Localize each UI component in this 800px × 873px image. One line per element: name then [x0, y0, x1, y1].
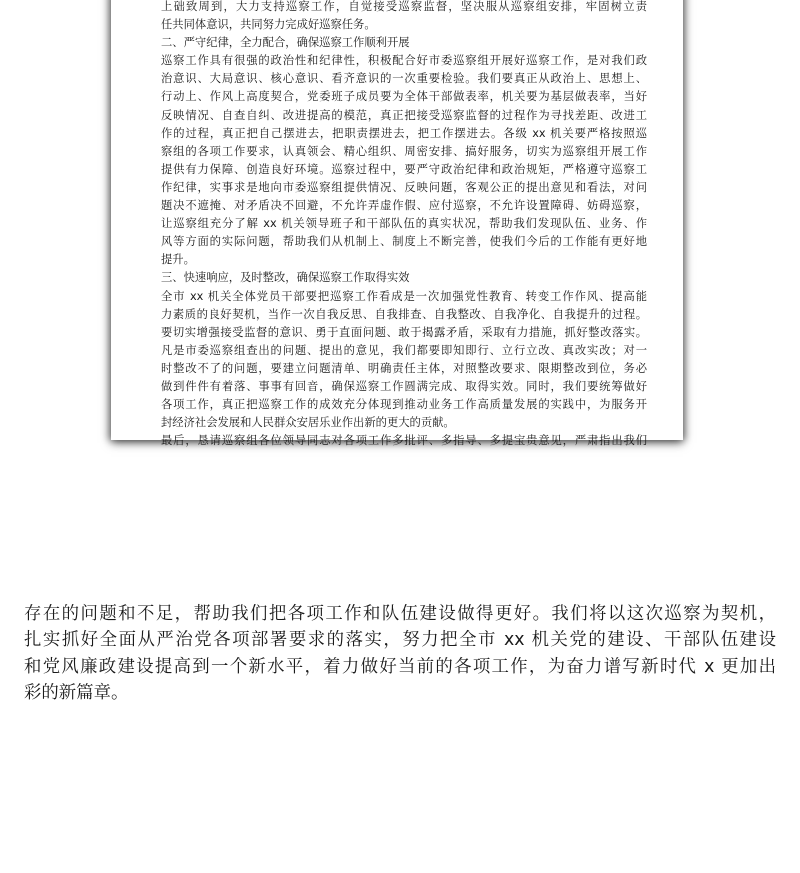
paragraph-line: 巡察工作具有很强的政治性和纪律性，积极配合好市委巡察组开展好巡察工作，是对我们政 [161, 54, 647, 68]
paragraph-line: 风等方面的实际问题，帮助我们从机制上、制度上不断完善，使我们今后的工作能有更好地 [161, 235, 647, 249]
section-heading: 二、严守纪律，全力配合，确保巡察工作顺利开展 [161, 36, 410, 50]
paragraph-line: 察组的各项工作要求，认真领会、精心组织、周密安排、搞好服务，切实为巡察组开展工作 [161, 144, 647, 158]
paragraph-line: 力素质的良好契机，当作一次自我反思、自我排查、自我整改、自我净化、自我提升的过程。 [161, 307, 647, 321]
paragraph-line: 时整改不了的问题，要建立问题清单、明确责任主体，对照整改要求、限期整改到位，务必 [161, 361, 647, 375]
paragraph-line: 上础致周到，大力支持巡察工作，自觉接受巡察监督，坚决服从巡察组安排，牢固树立责 [161, 0, 647, 13]
paragraph-line: 最后，恳请巡察组各位领导同志对各项工作多批评、多指导、多提宝贵意见，严肃指出我们 [161, 434, 647, 448]
paragraph-line: 作的过程，真正把自己摆进去，把职责摆进去，把工作摆进去。各级 xx 机关要严格按照巡 [161, 126, 647, 140]
paragraph-line: 题决不遮掩、对矛盾决不回避，不允许弄虚作假、应付巡察，不允许设置障碍、妨碍巡察， [161, 199, 647, 213]
page-text-body [161, 0, 647, 450]
paragraph-line: 提供有力保障、创造良好环境。巡察过程中，要严守政治纪律和政治规矩，严格遵守巡察工 [161, 162, 647, 176]
paragraph-line: 提升。 [161, 253, 195, 267]
paragraph-line: 反映情况、自查自纠、改进提高的模范，真正把接受巡察监督的过程作为寻找差距、改进工 [161, 108, 647, 122]
paragraph-line: 全市 xx 机关全体党员干部要把巡察工作看成是一次加强党性教育、转变工作作风、提高能 [161, 289, 647, 303]
paragraph-line: 任共同体意识，共同努力完成好巡察任务。 [161, 18, 376, 32]
continuation-line: 彩的新篇章。 [24, 682, 129, 703]
section-heading: 三、快速响应，及时整改，确保巡察工作取得实效 [161, 271, 410, 285]
paragraph-line: 做到件件有着落、事事有回音，确保巡察工作圆满完成、取得实效。同时，我们要统筹做好 [161, 379, 647, 393]
paragraph-line: 凡是市委巡察组查出的问题、提出的意见，我们都要即知即行、立行立改、真改实改；对一 [161, 343, 647, 357]
paragraph-line: 治意识、大局意识、核心意识、看齐意识的一次重要检验。我们要真正从政治上、思想上、 [161, 72, 647, 86]
paragraph-line: 行动上、作风上高度契合，党委班子成员要为全体干部做表率，机关要为基层做表率，当好 [161, 90, 647, 104]
paragraph-line: 要切实增强接受监督的意识、勇于直面问题、敢于揭露矛盾，采取有力措施，抓好整改落实。 [161, 325, 647, 339]
document-page-preview [111, 0, 683, 448]
paragraph-line: 各项工作，真正把巡察工作的成效充分体现到推动业务工作高质量发展的实践中，为服务开 [161, 398, 647, 412]
continuation-line: 和党风廉政建设提高到一个新水平，着力做好当前的各项工作，为奋力谱写新时代 x 更加出 [24, 656, 776, 677]
paragraph-line: 封经济社会发展和人民群众安居乐业作出新的更大的贡献。 [161, 416, 455, 430]
continuation-line: 存在的问题和不足，帮助我们把各项工作和队伍建设做得更好。我们将以这次巡察为契机， [24, 604, 776, 624]
paragraph-line: 让巡察组充分了解 xx 机关领导班子和干部队伍的真实状况，帮助我们发现队伍、业务、作 [161, 217, 647, 231]
continuation-text [24, 601, 776, 706]
continuation-line: 扎实抓好全面从严治党各项部署要求的落实，努力把全市 xx 机关党的建设、干部队伍建设 [24, 630, 776, 651]
paragraph-line: 作纪律，实事求是地向市委巡察组提供情况、反映问题，客观公正的提出意见和看法，对问 [161, 180, 647, 194]
